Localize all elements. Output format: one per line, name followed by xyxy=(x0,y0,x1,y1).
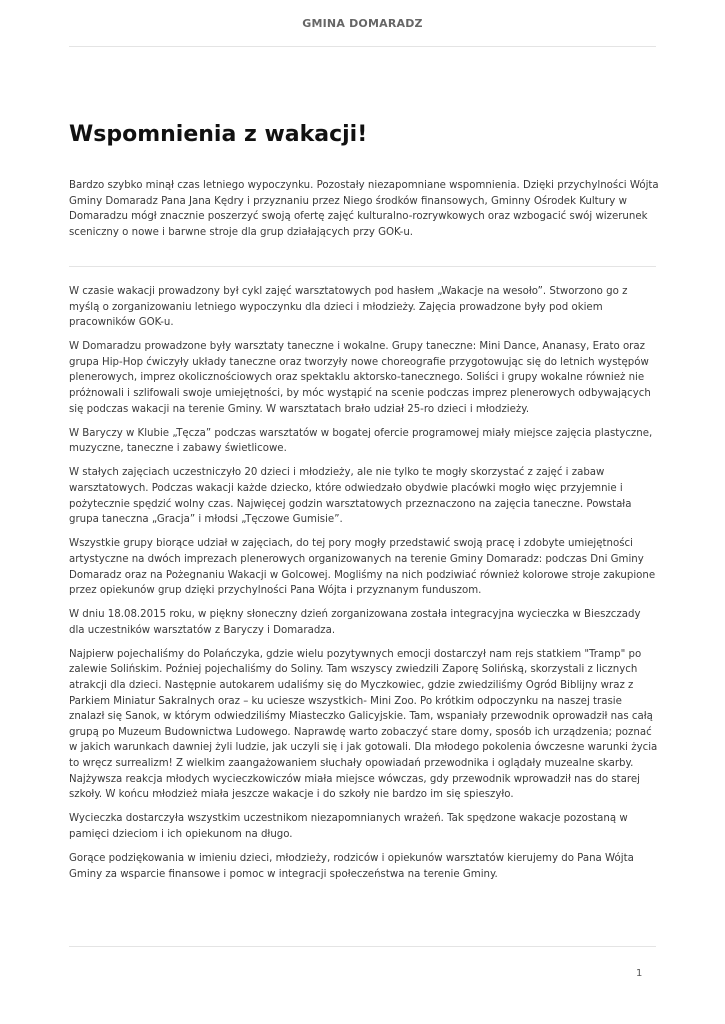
body-paragraph: Wszystkie grupy biorące udział w zajęciach, do tej pory mogły przedstawić swoją pracę i zdobyte umiejętności artystyczne na dwóch imprezach plenerowych organizowanych na terenie Gminy Domaradz: podczas Dni Gminy Domaradz oraz na Pożegnaniu Wakacji w Golcowej. Mogliśmy na nich podziwiać również kolorowe stroje zakupione przez opiekunów grup dzięki przychylności Pana Wójta i przyznanym funduszom. xyxy=(69,538,656,597)
intro-paragraph: Bardzo szybko minął czas letniego wypoczynku. Pozostały niezapomniane wspomnienia. Dzięki przychylności Wójta Gminy Domaradz Pana Jana Kędry i przyznaniu przez Niego środków finansowych, Gminny Ośrodek Kultury w Domaradzu mógł znacznie poszerzyć swoją ofertę zajęć kulturalno-rozrywkowych oraz wzbogacić swój wizerunek sceniczny o nowe i barwne stroje dla grup działających przy GOK-u. xyxy=(69,180,659,238)
body-paragraph: W czasie wakacji prowadzony był cykl zajęć warsztatowych pod hasłem „Wakacje na wesoło”. Stworzono go z myślą o zorganizowaniu letniego wypoczynku dla dzieci i młodzieży. Zajęcia prowadzone były pod okiem pracowników GOK-u. xyxy=(69,286,628,329)
header-divider xyxy=(69,46,656,47)
body-paragraph: W stałych zajęciach uczestniczyło 20 dzieci i młodzieży, ale nie tylko te mogły skorzystać z zajęć i zabaw warsztatowych. Podczas wakacji każde dziecko, które odwiedzało obydwie placówki mogło więc przyjemnie i pożytecznie spędzić wolny czas. Najwięcej godzin warsztatowych przeznaczono na zajęcia taneczne. Powstała grupa taneczna „Gracja” i młodsi „Tęczowe Gumisie”. xyxy=(69,467,632,526)
page-number: 1 xyxy=(636,968,643,979)
body-paragraph: Najpierw pojechaliśmy do Polańczyka, gdzie wielu pozytywnych emocji dostarczył nam rejs statkiem "Tramp" po zalewie Solińskim. Poźniej pojechaliśmy do Soliny. Tam wszyscy zwiedzili Zaporę Solińską, skorzystali z licznych atrakcji dla dzieci. Następnie autokarem udaliśmy się do Myczkowiec, gdzie zwiedziliśmy Ogród Biblijny wraz z Parkiem Miniatur Sakralnych oraz – ku uciesze wszystkich- Mini Zoo. Po krótkim odpoczynku na naszej trasie znalazł się Sanok, w którym odwiedziliśmy Miasteczko Galicyjskie. Tam, wspaniały przewodnik oprowadził nas całą grupą po Muzeum Budownictwa Ludowego. Naprawdę warto zobaczyć stare domy, sposób ich urządzenia; poznać w jakich warunkach dawniej żyli ludzie, jak uczyli się i jak gotowali. Dla młodego pokolenia ówczesne warunki życia to wręcz surrealizm! Z wielkim zaangażowaniem słuchały opowiadań przewodnika i oglądały muzealne skarby. Najżywsza reakcja młodych wycieczkowiczów miała miejsce wówczas, gdy przewodnik wprowadził nas do starej szkoły. W końcu młodzież miała jeszcze wakacje i do szkoły nie bardzo im się spieszyło. xyxy=(69,648,658,801)
intro-divider xyxy=(69,266,656,267)
body-paragraph: W Domaradzu prowadzone były warsztaty taneczne i wokalne. Grupy taneczne: Mini Dance, Ananasy, Erato oraz grupa Hip-Hop ćwiczyły układy taneczne oraz tworzyły nowe choreografie przygotowując się do letnich występów plenerowych, imprez okolicznościowych oraz spektaklu aktorsko-tanecznego. Soliści i grupy wokalne również nie próżnowali i szlifowali swoje umiejętności, by móc wystąpić na scenie podczas imprez plenerowych odbywających się podczas wakacji na terenie Gminy. W warsztatach brało udział 25-ro dzieci i młodzieży. xyxy=(69,341,651,415)
body-paragraph: W dniu 18.08.2015 roku, w piękny słoneczny dzień zorganizowana została integracyjna wycieczka w Bieszczady dla uczestników warsztatów z Baryczy i Domaradza. xyxy=(69,609,641,636)
footer-divider xyxy=(69,946,656,947)
body-paragraph: Wycieczka dostarczyła wszystkim uczestnikom niezapomnianych wrażeń. Tak spędzone wakacje pozostaną w pamięci dzieciom i ich opiekunom na długo. xyxy=(69,813,628,840)
site-name: GMINA DOMARADZ xyxy=(302,17,423,30)
article-intro xyxy=(69,178,659,249)
article-body xyxy=(69,284,659,891)
body-paragraph: W Baryczy w Klubie „Tęcza” podczas warsztatów w bogatej ofercie programowej miały miejsce zajęcia plastyczne, muzyczne, taneczne i zabawy świetlicowe. xyxy=(69,427,653,455)
article-title: Wspomnienia z wakacji! xyxy=(69,122,368,147)
body-paragraph: Gorące podziękowania w imieniu dzieci, młodzieży, rodziców i opiekunów warsztatów kierujemy do Pana Wójta Gminy za wsparcie finansowe i pomoc w integracji społeczeństwa na terenie Gminy. xyxy=(69,853,634,880)
